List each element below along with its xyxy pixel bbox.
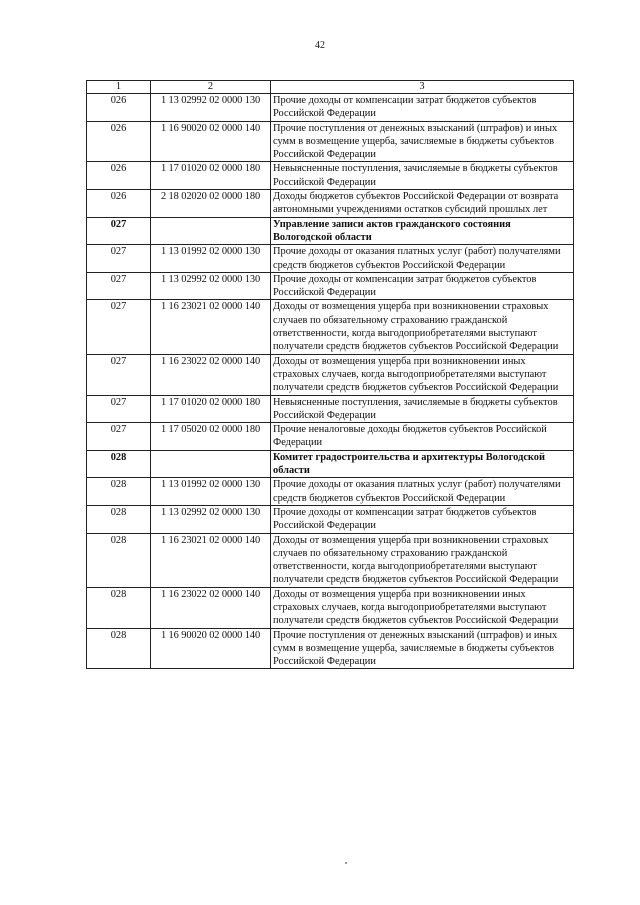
revenue-code-cell: 1 13 01992 02 0000 130 <box>151 245 271 273</box>
revenue-code-cell: 1 16 23022 02 0000 140 <box>151 354 271 395</box>
revenue-name-cell: Доходы от возмещения ущерба при возникновении иных страховых случаев, когда выгодоприобретателями выступают получатели средств бюджетов субъектов Российской Федерации <box>271 354 574 395</box>
admin-code-cell: 026 <box>87 94 151 122</box>
admin-code-cell: 028 <box>87 450 151 478</box>
admin-code-cell: 028 <box>87 628 151 669</box>
revenue-code-cell: 1 17 05020 02 0000 180 <box>151 423 271 451</box>
revenue-name-cell: Управление записи актов гражданского состояния Вологодской области <box>271 217 574 245</box>
table-row <box>87 245 574 273</box>
admin-code-cell: 026 <box>87 190 151 218</box>
table-row <box>87 354 574 395</box>
revenue-name-cell: Прочие поступления от денежных взысканий (штрафов) и иных сумм в возмещение ущерба, зачисляемые в бюджеты субъектов Российской Федерации <box>271 121 574 162</box>
table-row <box>87 478 574 506</box>
admin-code-cell: 027 <box>87 300 151 354</box>
revenue-name-cell: Доходы от возмещения ущерба при возникновении страховых случаев по обязательному страхованию гражданской ответственности, когда выгодоприобретателями выступают получатели средств бюджетов субъектов Российской Федерации <box>271 300 574 354</box>
revenue-name-cell: Прочие доходы от оказания платных услуг (работ) получателями средств бюджетов субъектов Российской Федерации <box>271 245 574 273</box>
table-row <box>87 423 574 451</box>
revenue-code-cell: 1 16 23022 02 0000 140 <box>151 587 271 628</box>
revenue-name-cell: Прочие доходы от оказания платных услуг (работ) получателями средств бюджетов субъектов Российской Федерации <box>271 478 574 506</box>
table-row <box>87 628 574 669</box>
revenue-name-cell: Доходы от возмещения ущерба при возникновении страховых случаев по обязательному страхованию гражданской ответственности, когда выгодоприобретателями выступают получатели средств бюджетов субъектов Российской Федерации <box>271 533 574 587</box>
revenue-code-cell <box>151 217 271 245</box>
header-column-3: 3 <box>271 81 574 94</box>
scan-speck <box>345 862 347 864</box>
table-row <box>87 190 574 218</box>
revenue-name-cell: Прочие поступления от денежных взысканий (штрафов) и иных сумм в возмещение ущерба, зачисляемые в бюджеты субъектов Российской Федерации <box>271 628 574 669</box>
revenue-code-cell: 1 13 01992 02 0000 130 <box>151 478 271 506</box>
admin-code-cell: 027 <box>87 245 151 273</box>
table-row <box>87 272 574 300</box>
admin-code-cell: 028 <box>87 478 151 506</box>
revenue-code-cell: 1 13 02992 02 0000 130 <box>151 272 271 300</box>
revenue-codes-table <box>86 80 574 669</box>
admin-code-cell: 027 <box>87 423 151 451</box>
header-column-1: 1 <box>87 81 151 94</box>
table-row <box>87 94 574 122</box>
section-header-row <box>87 217 574 245</box>
revenue-name-cell: Невыясненные поступления, зачисляемые в бюджеты субъектов Российской Федерации <box>271 395 574 423</box>
revenue-name-cell: Доходы от возмещения ущерба при возникновении иных страховых случаев, когда выгодоприобретателями выступают получатели средств бюджетов субъектов Российской Федерации <box>271 587 574 628</box>
revenue-code-cell: 1 16 23021 02 0000 140 <box>151 533 271 587</box>
table-row <box>87 162 574 190</box>
revenue-name-cell: Комитет градостроительства и архитектуры Вологодской области <box>271 450 574 478</box>
revenue-code-cell: 2 18 02020 02 0000 180 <box>151 190 271 218</box>
revenue-code-cell: 1 13 02992 02 0000 130 <box>151 94 271 122</box>
revenue-name-cell: Прочие доходы от компенсации затрат бюджетов субъектов Российской Федерации <box>271 94 574 122</box>
page-number: 42 <box>315 40 325 51</box>
revenue-name-cell: Прочие доходы от компенсации затрат бюджетов субъектов Российской Федерации <box>271 272 574 300</box>
revenue-name-cell: Невыясненные поступления, зачисляемые в бюджеты субъектов Российской Федерации <box>271 162 574 190</box>
table-row <box>87 505 574 533</box>
table-header-row <box>87 81 574 94</box>
table-row <box>87 300 574 354</box>
admin-code-cell: 027 <box>87 272 151 300</box>
table-row <box>87 395 574 423</box>
table-row <box>87 121 574 162</box>
revenue-code-cell <box>151 450 271 478</box>
admin-code-cell: 027 <box>87 395 151 423</box>
admin-code-cell: 028 <box>87 587 151 628</box>
admin-code-cell: 026 <box>87 162 151 190</box>
revenue-name-cell: Прочие доходы от компенсации затрат бюджетов субъектов Российской Федерации <box>271 505 574 533</box>
table-row <box>87 533 574 587</box>
revenue-name-cell: Доходы бюджетов субъектов Российской Федерации от возврата автономными учреждениями остатков субсидий прошлых лет <box>271 190 574 218</box>
revenue-code-cell: 1 16 90020 02 0000 140 <box>151 628 271 669</box>
admin-code-cell: 028 <box>87 505 151 533</box>
revenue-name-cell: Прочие неналоговые доходы бюджетов субъектов Российской Федерации <box>271 423 574 451</box>
table-row <box>87 587 574 628</box>
revenue-code-cell: 1 17 01020 02 0000 180 <box>151 162 271 190</box>
admin-code-cell: 027 <box>87 354 151 395</box>
admin-code-cell: 027 <box>87 217 151 245</box>
admin-code-cell: 028 <box>87 533 151 587</box>
section-header-row <box>87 450 574 478</box>
revenue-code-cell: 1 17 01020 02 0000 180 <box>151 395 271 423</box>
table-body <box>87 94 574 669</box>
header-column-2: 2 <box>151 81 271 94</box>
revenue-code-cell: 1 16 23021 02 0000 140 <box>151 300 271 354</box>
revenue-code-cell: 1 13 02992 02 0000 130 <box>151 505 271 533</box>
revenue-code-cell: 1 16 90020 02 0000 140 <box>151 121 271 162</box>
admin-code-cell: 026 <box>87 121 151 162</box>
